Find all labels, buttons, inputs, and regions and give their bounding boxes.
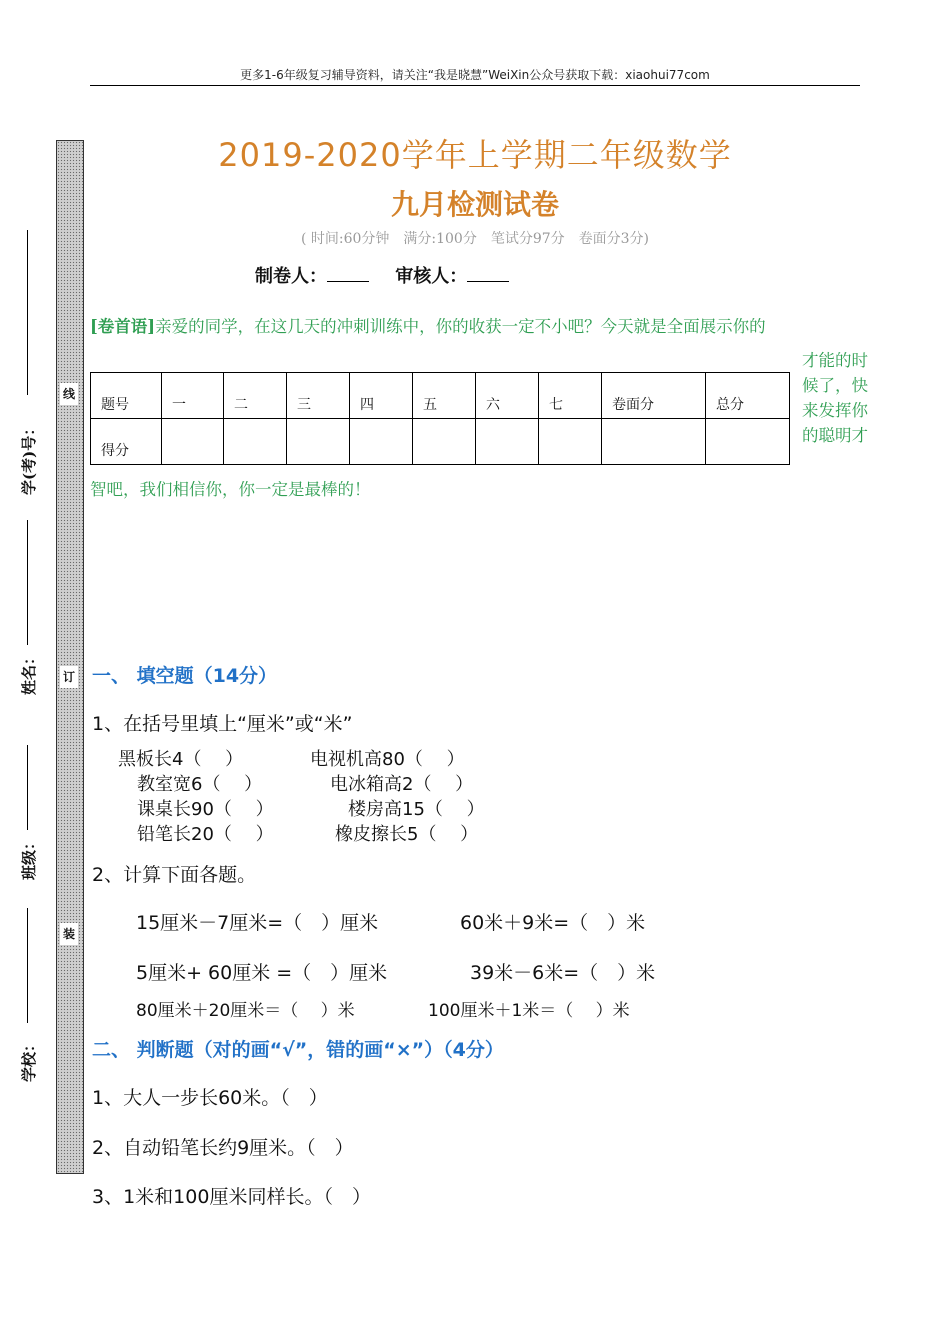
intro-line1 <box>90 313 766 337</box>
score-cell[interactable] <box>162 419 224 465</box>
table-header-cell: 卷面分 <box>602 373 706 419</box>
header-divider <box>90 85 860 86</box>
score-cell[interactable] <box>602 419 706 465</box>
q2-item: 5厘米+ 60厘米 =（ ）厘米 <box>136 962 388 984</box>
score-cell[interactable] <box>350 419 413 465</box>
score-table <box>90 372 790 465</box>
student-id-label: 学(考)号： <box>20 420 38 495</box>
table-header-cell: 题号 <box>91 373 162 419</box>
school-label: 学校： <box>20 1036 38 1082</box>
q1-item: 楼房高15（ ） <box>348 799 485 820</box>
score-table-score-row <box>91 419 790 465</box>
name-label: 姓名： <box>20 649 38 695</box>
exam-subtitle-title: 九月检测试卷 <box>390 188 559 221</box>
exam-info: ( 时间:60分钟 满分:100分 笔试分97分 卷面分3分) <box>300 231 650 247</box>
q1-item: 教室宽6（ ） <box>137 774 263 795</box>
q2-item: 15厘米－7厘米=（ ）厘米 <box>136 912 379 934</box>
score-cell[interactable] <box>224 419 287 465</box>
intro-side-text: 才能的时候了，快来发挥你的聪明才 <box>802 351 868 445</box>
q2-item: 100厘米＋1米＝（ ）米 <box>428 1001 630 1021</box>
header-note: 更多1-6年级复习辅导资料，请关注“我是晓慧”WeiXin公众号获取下载：xiaohui77com <box>240 68 710 82</box>
table-header-cell: 一 <box>162 373 224 419</box>
section1-title: 一、 填空题（14分） <box>92 665 278 687</box>
section2-title: 二、 判断题（对的画“√”，错的画“×”）（4分） <box>92 1039 504 1061</box>
binding-label-bind: 装 <box>60 923 78 945</box>
intro-tag: [卷首语] <box>90 317 156 336</box>
q2-prompt: 2、计算下面各题。 <box>92 864 257 886</box>
judge-item: 1、大人一步长60米。（ ） <box>92 1087 328 1109</box>
q1-item: 电冰箱高2（ ） <box>330 774 474 795</box>
reviewer-label: 审核人： <box>395 266 468 287</box>
q1-item: 电视机高80（ ） <box>310 749 465 770</box>
class-line <box>27 745 28 830</box>
q1-item: 课桌长90（ ） <box>137 799 274 820</box>
q2-item: 60米＋9米=（ ）米 <box>460 912 646 934</box>
class-label: 班级： <box>20 834 38 880</box>
table-header-cell: 二 <box>224 373 287 419</box>
intro-line2: 智吧，我们相信你，你一定是最棒的！ <box>90 480 371 499</box>
exam-title: 2019-2020学年上学期二年级数学 <box>218 136 732 174</box>
q1-item: 铅笔长20（ ） <box>137 824 274 845</box>
score-cell[interactable] <box>706 419 790 465</box>
table-header-cell: 总分 <box>706 373 790 419</box>
score-cell[interactable] <box>287 419 350 465</box>
maker-label: 制卷人： <box>255 266 327 287</box>
makers-row <box>255 262 529 288</box>
score-cell[interactable] <box>413 419 476 465</box>
score-table-header-row <box>91 373 790 419</box>
score-cell[interactable] <box>539 419 602 465</box>
table-row-label: 得分 <box>91 419 162 465</box>
table-header-cell: 三 <box>287 373 350 419</box>
q1-prompt: 1、在括号里填上“厘米”或“米” <box>92 713 353 735</box>
q2-item: 39米－6米=（ ）米 <box>470 962 656 984</box>
judge-item: 2、自动铅笔长约9厘米。（ ） <box>92 1137 354 1159</box>
binding-strip <box>56 140 84 1174</box>
school-line <box>27 908 28 1023</box>
q1-item: 橡皮擦长5（ ） <box>335 824 479 845</box>
table-header-cell: 四 <box>350 373 413 419</box>
q1-item: 黑板长4（ ） <box>118 749 244 770</box>
student-id-line <box>27 230 28 395</box>
reviewer-blank <box>467 281 509 282</box>
q2-item: 80厘米＋20厘米＝（ ）米 <box>136 1001 355 1021</box>
table-header-cell: 五 <box>413 373 476 419</box>
score-cell[interactable] <box>476 419 539 465</box>
binding-label-line: 线 <box>60 383 78 405</box>
binding-label-order: 订 <box>60 666 78 688</box>
intro-text-1: 亲爱的同学，在这几天的冲刺训练中，你的收获一定不小吧？今天就是全面展示你的 <box>155 317 766 336</box>
table-header-cell: 七 <box>539 373 602 419</box>
table-header-cell: 六 <box>476 373 539 419</box>
maker-blank <box>327 281 369 282</box>
name-line <box>27 520 28 645</box>
judge-item: 3、1米和100厘米同样长。（ ） <box>92 1186 371 1208</box>
